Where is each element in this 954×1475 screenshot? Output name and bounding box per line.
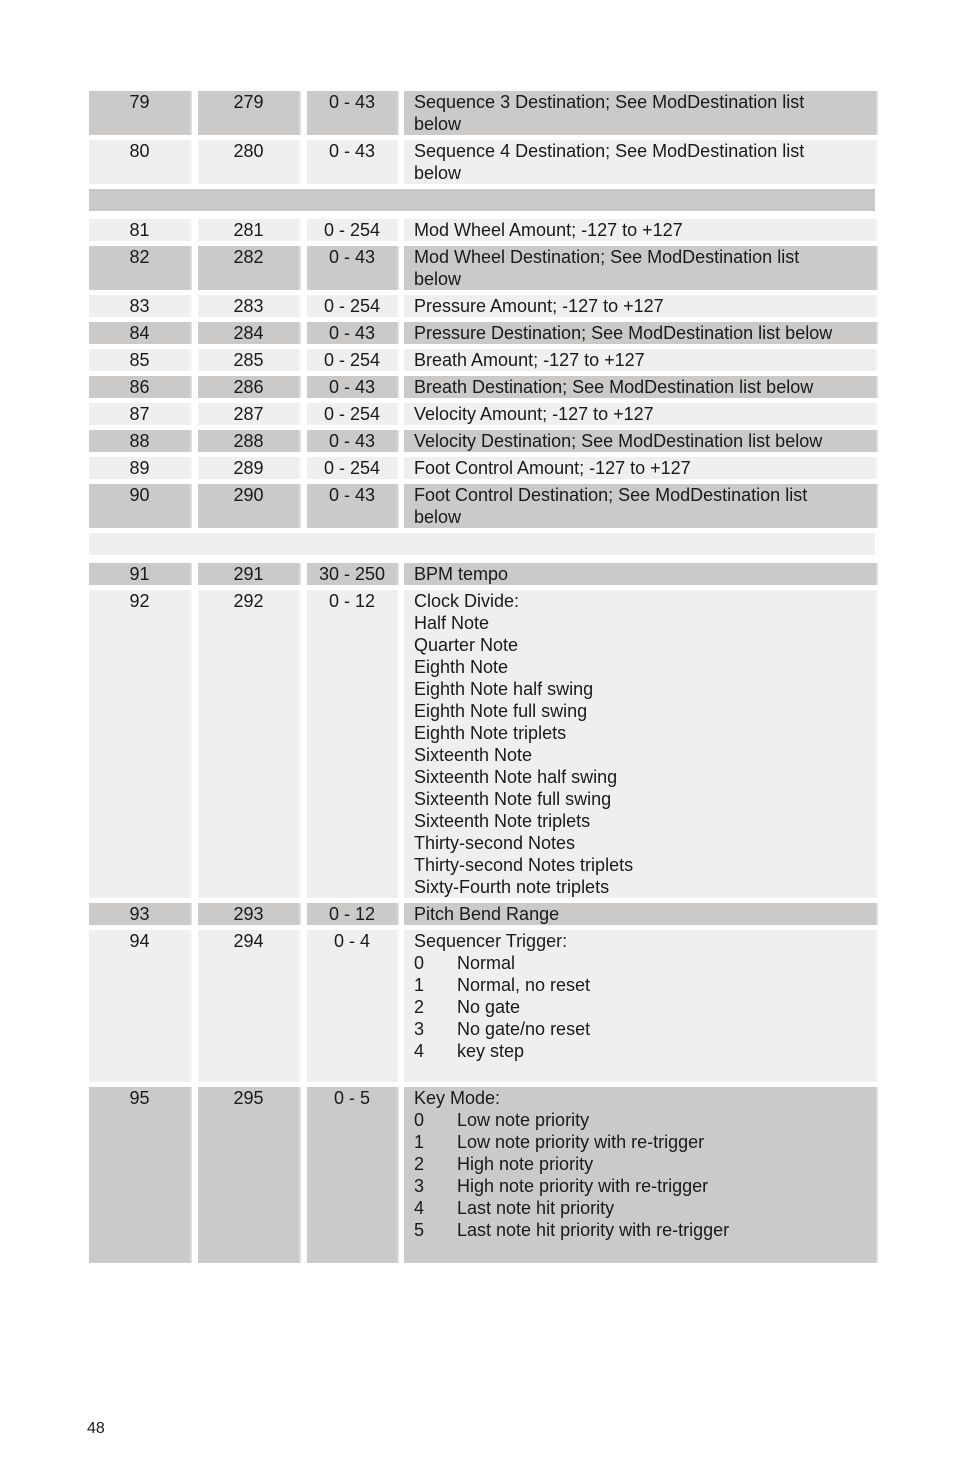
param-address: 284 [198, 322, 301, 344]
option-label: Last note hit priority [457, 1198, 615, 1218]
option-label: Normal, no reset [457, 975, 591, 995]
table-row [89, 930, 878, 1082]
param-number: 86 [89, 376, 192, 398]
param-description: Breath Amount; -127 to +127 [404, 349, 878, 371]
option-value: 1 [414, 1132, 425, 1152]
table-row [89, 349, 878, 371]
table-row [89, 246, 878, 290]
param-number: 93 [89, 903, 192, 925]
description-line: Sixteenth Note [414, 745, 533, 765]
param-address: 292 [198, 590, 301, 898]
option-value: 3 [414, 1176, 425, 1196]
param-range: 0 - 5 [307, 1087, 399, 1263]
option-label: key step [457, 1041, 525, 1061]
param-number: 82 [89, 246, 192, 290]
param-number: 85 [89, 349, 192, 371]
option-label: No gate/no reset [457, 1019, 591, 1039]
param-description [404, 1087, 878, 1263]
table-row [89, 376, 878, 398]
table-row [89, 322, 878, 344]
param-number: 90 [89, 484, 192, 528]
param-address: 289 [198, 457, 301, 479]
description-line: Eighth Note triplets [414, 723, 567, 743]
option-line [414, 1153, 876, 1175]
option-label: High note priority with re-trigger [457, 1176, 709, 1196]
description-line: Sequence 4 Destination; See ModDestination list [414, 141, 805, 161]
param-address: 287 [198, 403, 301, 425]
param-range: 0 - 43 [307, 484, 399, 528]
option-line [414, 1197, 876, 1219]
param-range: 30 - 250 [307, 563, 399, 585]
option-value: 2 [414, 1154, 425, 1174]
param-number: 89 [89, 457, 192, 479]
option-label: Low note priority with re-trigger [457, 1132, 705, 1152]
table-row [89, 484, 878, 528]
table-row [89, 140, 878, 184]
section-divider [89, 533, 875, 555]
param-address: 282 [198, 246, 301, 290]
param-range: 0 - 12 [307, 903, 399, 925]
param-number: 87 [89, 403, 192, 425]
description-line: Sixty-Fourth note triplets [414, 877, 610, 897]
table-row [89, 457, 878, 479]
description-line: Thirty-second Notes [414, 833, 576, 853]
param-number: 88 [89, 430, 192, 452]
description-line: Sixteenth Note full swing [414, 789, 612, 809]
table-row [89, 1087, 878, 1263]
param-description: Velocity Amount; -127 to +127 [404, 403, 878, 425]
param-address: 285 [198, 349, 301, 371]
param-description: Foot Control Amount; -127 to +127 [404, 457, 878, 479]
param-range: 0 - 43 [307, 91, 399, 135]
param-range: 0 - 43 [307, 376, 399, 398]
param-description [404, 484, 878, 528]
parameter-table [89, 91, 878, 1268]
option-line [414, 1109, 876, 1131]
param-address: 288 [198, 430, 301, 452]
param-range: 0 - 43 [307, 322, 399, 344]
param-address: 295 [198, 1087, 301, 1263]
description-line: Sixteenth Note triplets [414, 811, 591, 831]
param-description [404, 590, 878, 898]
param-range: 0 - 254 [307, 457, 399, 479]
section-divider [89, 189, 875, 211]
param-description: Mod Wheel Amount; -127 to +127 [404, 219, 878, 241]
option-line [414, 952, 876, 974]
param-range: 0 - 43 [307, 246, 399, 290]
param-range: 0 - 254 [307, 403, 399, 425]
option-line [414, 1040, 876, 1062]
option-value: 4 [414, 1198, 425, 1218]
param-description: Pressure Destination; See ModDestination list below [404, 322, 878, 344]
description-line: below [414, 163, 462, 183]
param-address: 281 [198, 219, 301, 241]
param-range: 0 - 4 [307, 930, 399, 1082]
param-description [404, 91, 878, 135]
option-value: 0 [414, 953, 425, 973]
param-range: 0 - 12 [307, 590, 399, 898]
description-line: Half Note [414, 613, 490, 633]
param-range: 0 - 254 [307, 219, 399, 241]
param-description: Breath Destination; See ModDestination list below [404, 376, 878, 398]
description-line: Mod Wheel Destination; See ModDestination list [414, 247, 800, 267]
param-address: 286 [198, 376, 301, 398]
table-row [89, 590, 878, 898]
option-line [414, 1018, 876, 1040]
param-description [404, 140, 878, 184]
option-value: 2 [414, 997, 425, 1017]
option-value: 5 [414, 1220, 425, 1240]
option-label: High note priority [457, 1154, 594, 1174]
param-range: 0 - 43 [307, 430, 399, 452]
option-line [414, 1131, 876, 1153]
description-title: Key Mode: [414, 1088, 501, 1108]
param-description: Pressure Amount; -127 to +127 [404, 295, 878, 317]
param-address: 279 [198, 91, 301, 135]
option-label: Last note hit priority with re-trigger [457, 1220, 730, 1240]
description-line: Eighth Note full swing [414, 701, 588, 721]
description-line: Quarter Note [414, 635, 519, 655]
param-number: 94 [89, 930, 192, 1082]
description-line: Sixteenth Note half swing [414, 767, 618, 787]
param-address: 280 [198, 140, 301, 184]
description-line: below [414, 114, 462, 134]
param-number: 81 [89, 219, 192, 241]
page-number: 48 [87, 1420, 105, 1437]
description-line: Thirty-second Notes triplets [414, 855, 634, 875]
param-number: 91 [89, 563, 192, 585]
param-description [404, 246, 878, 290]
table-row [89, 91, 878, 135]
param-address: 294 [198, 930, 301, 1082]
param-number: 79 [89, 91, 192, 135]
param-range: 0 - 254 [307, 349, 399, 371]
option-value: 4 [414, 1041, 425, 1061]
param-address: 290 [198, 484, 301, 528]
table-row [89, 403, 878, 425]
param-address: 291 [198, 563, 301, 585]
param-number: 80 [89, 140, 192, 184]
option-line [414, 974, 876, 996]
option-line [414, 1175, 876, 1197]
description-line: Eighth Note [414, 657, 509, 677]
option-line [414, 1219, 876, 1241]
table-row [89, 563, 878, 585]
param-number: 83 [89, 295, 192, 317]
param-number: 92 [89, 590, 192, 898]
description-line: Eighth Note half swing [414, 679, 594, 699]
table-row [89, 430, 878, 452]
param-description: Velocity Destination; See ModDestination list below [404, 430, 878, 452]
param-description [404, 930, 878, 1082]
param-range: 0 - 43 [307, 140, 399, 184]
table-row [89, 295, 878, 317]
param-address: 283 [198, 295, 301, 317]
table-row [89, 219, 878, 241]
param-description: Pitch Bend Range [404, 903, 878, 925]
param-number: 84 [89, 322, 192, 344]
option-value: 3 [414, 1019, 425, 1039]
table-row [89, 903, 878, 925]
param-number: 95 [89, 1087, 192, 1263]
param-description: BPM tempo [404, 563, 878, 585]
param-address: 293 [198, 903, 301, 925]
description-title: Clock Divide: [414, 591, 520, 611]
option-line [414, 996, 876, 1018]
description-line: Foot Control Destination; See ModDestination list [414, 485, 808, 505]
option-label: Normal [457, 953, 516, 973]
description-title: Sequencer Trigger: [414, 931, 568, 951]
description-line: below [414, 507, 462, 527]
param-range: 0 - 254 [307, 295, 399, 317]
option-value: 1 [414, 975, 425, 995]
description-line: below [414, 269, 462, 289]
option-label: Low note priority [457, 1110, 590, 1130]
description-line: Sequence 3 Destination; See ModDestination list [414, 92, 805, 112]
option-label: No gate [457, 997, 521, 1017]
option-value: 0 [414, 1110, 425, 1130]
